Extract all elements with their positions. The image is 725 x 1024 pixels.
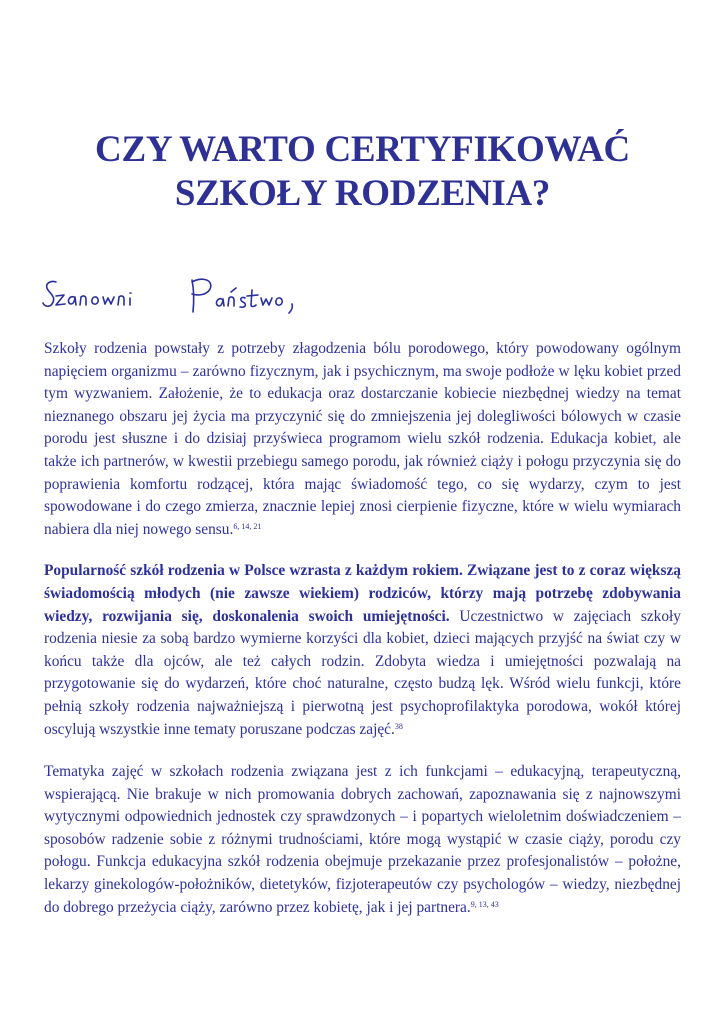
title-line-1: CZY WARTO CERTYFIKOWAĆ bbox=[95, 129, 630, 170]
paragraph-2-lead: Popularność szkół rodzenia w Polsce wzrasta z każdym rokiem. Związane jest to z coraz większą świadomością młodych (nie zawsze wiekiem) rodziców, którzy mają potrzebę zdobywania wiedzy, rozwijania się, doskonalenia swoich umiejętności. bbox=[44, 562, 681, 625]
paragraph-1 bbox=[44, 338, 681, 541]
title-line-2: SZKOŁY RODZENIA? bbox=[174, 173, 551, 214]
paragraph-2 bbox=[44, 560, 681, 741]
paragraph-1-text: Szkoły rodzenia powstały z potrzeby złagodzenia bólu porodowego, który powodowany ogólnym napięciem organizmu – zarówno fizycznym, jak i psychicznym, ma swoje podłoże w lęku kobiet przed tym wyzwaniem. Założenie, że to edukacja oraz dostarczanie kobiecie niezbędnej wiedzy na temat nieznanego obszaru jej życia ma przyczynić się do zmniejszenia jej dolegliwości bólowych w czasie porodu jest słuszne i do dzisiaj przyświeca programom wielu szkół rodzenia. Edukacja kobiet, ale także ich partnerów, w kwestii przebiegu samego porodu, jak również ciąży i połogu przyczynia się do poprawienia komfortu rodzącej, która mając świadomość tego, co się wydarzy, czym to jest spowodowane i do czego zmierza, znacznie lepiej znosi cierpienie fizyczne, które w wielu wymiarach nabiera dla niej nowego sensu. bbox=[44, 340, 681, 538]
paragraph-2-ref: 38 bbox=[394, 721, 403, 731]
paragraph-3 bbox=[44, 761, 681, 919]
document-body bbox=[44, 338, 681, 938]
page-title bbox=[0, 128, 725, 216]
handwritten-greeting bbox=[42, 268, 342, 324]
paragraph-2-text: Uczestnictwo w zajęciach szkoły rodzenia niesie za sobą bardzo wymierne korzyści dla kobiet, dzieci mających przyjść na świat czy w końcu także dla ojców, ale też całych rodzin. Zdobyta wiedza i umiejętności pozwalają na przygotowanie się do wydarzeń, które choć naturalne, często budzą lęk. Wśród wielu funkcji, które pełnią szkoły rodzenia najważniejszą i pierwotną jest psychoprofilaktyka porodowa, wokół której oscylują wszystkie inne tematy poruszane podczas zajęć. bbox=[44, 607, 681, 738]
paragraph-3-ref: 9, 13, 43 bbox=[470, 899, 499, 909]
paragraph-1-ref: 6, 14, 21 bbox=[233, 521, 262, 531]
paragraph-3-text: Tematyka zajęć w szkołach rodzenia związana jest z ich funkcjami – edukacyjną, terapeutyczną, wspierającą. Nie brakuje w nich promowania dobrych zachowań, zapoznawania się z najnowszymi wytycznymi odpowiednich jednostek czy sprawdzonych – i popartych wieloletnim doświadczeniem – sposobów radzenie sobie z różnymi trudnościami, które mogą wystąpić w czasie ciąży, porodu czy połogu. Funkcja edukacyjna szkół rodzenia obejmuje przekazanie przez profesjonalistów – położne, lekarzy ginekologów-położników, dietetyków, fizjoterapeutów czy psychologów – wiedzy, niezbędnej do dobrego przeżycia ciąży, zarówno przez kobietę, jak i jej partnera. bbox=[44, 763, 681, 916]
